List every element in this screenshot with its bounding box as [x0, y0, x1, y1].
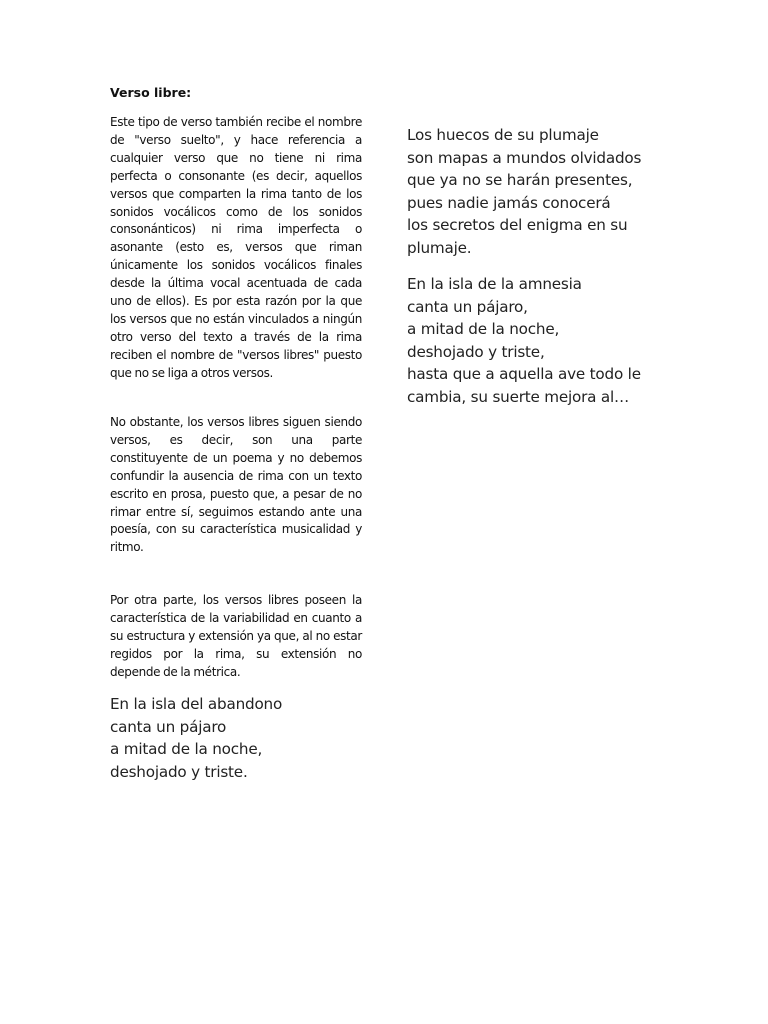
poem-line: En la isla del abandono: [110, 695, 283, 713]
poem-plumaje: [407, 124, 641, 259]
poem-line: deshojado y triste.: [110, 762, 248, 781]
poem-line: pues nadie jamás conocerá: [407, 193, 611, 212]
paragraph-por-otra-parte: Por otra parte, los versos libres poseen la característica de la variabilidad en cuanto a su estructura y extensión ya que, al no estar regidos por la rima, su extensión no depende de la métrica.: [110, 593, 362, 679]
poem-abandono: [110, 693, 282, 783]
paragraph-no-obstante: No obstante, los versos libres siguen siendo versos, es decir, son una parte constituyente de un poema y no debemos confundir la ausencia de rima con un texto escrito en prosa, puesto que, a pesar de no rimar entre sí, seguimos estando ante una poesía, con su característica musicalidad y ritmo.: [110, 415, 362, 555]
poem-line: a mitad de la noche,: [110, 740, 263, 758]
poem-line: En la isla de la amnesia: [407, 275, 582, 293]
poem-line: los secretos del enigma en su: [407, 216, 628, 234]
paragraph-definition: Este tipo de verso también recibe el nombre de "verso suelto", y hace referencia a cualquier verso que no tiene ni rima perfecta o consonante (es decir, aquellos versos que comparten la rima tanto de los sonidos vocálicos como de los sonidos consonánticos) ni rima imperfecta o asonante (esto es, versos que riman únicamente los sonidos vocálicos finales desde la última vocal acentuada de cada uno de ellos). Es por esta razón por la que los versos que no están vinculados a ningún otro verso del texto a través de la rima reciben el nombre de "versos libres" puesto que no se liga a otros versos.: [110, 115, 362, 380]
poem-line: a mitad de la noche,: [407, 320, 560, 338]
poem-line: hasta que a aquella ave todo le: [407, 365, 641, 383]
poem-line: Los huecos de su plumaje: [407, 126, 599, 144]
poem-line: canta un pájaro,: [407, 297, 528, 316]
section-title: Verso libre:: [110, 85, 192, 100]
poem-line: canta un pájaro: [110, 717, 227, 736]
left-column: [110, 84, 362, 679]
poem-line: que ya no se harán presentes,: [407, 171, 633, 189]
poem-amnesia: [407, 273, 641, 408]
poem-line: plumaje.: [407, 238, 472, 257]
poem-line: deshojado y triste,: [407, 342, 545, 361]
poem-line: cambia, su suerte mejora al…: [407, 387, 630, 406]
poem-line: son mapas a mundos olvidados: [407, 148, 642, 167]
